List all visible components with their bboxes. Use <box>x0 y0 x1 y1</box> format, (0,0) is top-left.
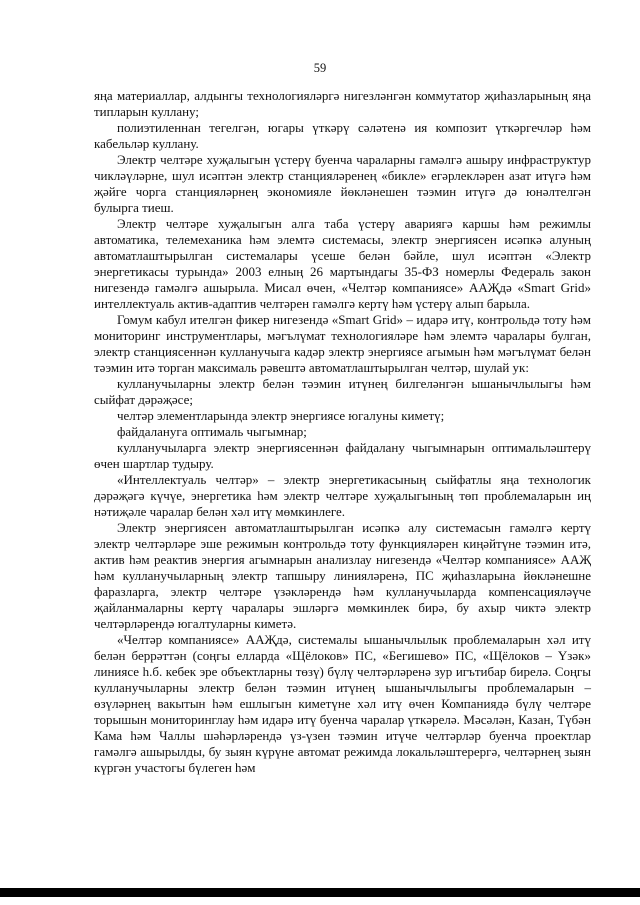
paragraph: Гомум кабул ителгән фикер нигезендә «Smart Grid» – идарә итү, контрольдә тоту һәм мониторинг инструментлары, мәгълүмат технологияләре һәм элемтә чаралары булган, электр станциясеннән кулланучыга кадәр электр энергиясе агымын һәм мәгълүмат белән тәэмин итә торган максималь рәвештә автоматлаштырылган челтәр, шулай ук: <box>94 312 591 375</box>
list-item: файдалануга оптималь чыгымнар; <box>117 424 307 439</box>
body-text <box>94 88 591 776</box>
list-item: челтәр элементларында электр энергиясе югалуны киметү; <box>117 408 445 423</box>
list-item: кулланучыларны электр белән тәэмин итүнең билгеләнгән ышанычлылыгы һәм сыйфат дәрәҗәсе; <box>94 376 591 407</box>
paragraph: Электр челтәре хуҗалыгын алга таба үстерү авариягә каршы һәм режимлы автоматика, телемеханика һәм элемтә системасы, электр энергиясен исәпкә алуның автоматлаштырылган системалары үсеше белән бәйле, шул исәптән «Электр энергетикасы турында» 2003 елның 26 мартындагы 35-ФЗ номерлы Федераль закон нигезендә гамәлгә ашырыла. Мисал өчен, «Челтәр компаниясе» ААҖдә «Smart Grid» интеллектуаль актив-адаптив челтәрен гамәлгә кертү һәм үстерү алып барыла. <box>94 216 591 311</box>
paragraph: «Челтәр компаниясе» ААҖдә, системалы ышанычлылык проблемаларын хәл итү белән беррәттән (соңгы елларда «Щёлоков» ПС, «Бегишево» ПС, «Щёлоков – Үзәк» линиясе һ.б. кебек эре объектларны төзү) бүлү челтәрләренә зур игътибар бирелә. Соңгы кулланучыларны электр белән тәэмин итүнең ышанычлылыгы проблемаларын – өзүләрнең вакытын һәм ешлыгын киметүне хәл итү өчен Компаниядә бүлү челтәре торышын мониторинглау һәм идарә итү буенча чаралар үткәрелә. Мәсәлән, Казан, Түбән Кама һәм Чаллы шәһәрләрендә үз-үзен тәэмин итүче челтәрләр буенча проектлар гамәлгә ашырылды, бу зыян күрүне автомат режимда локальләштерергә, челтәрнең зыян күргән участогы бүлеген һәм <box>94 632 591 775</box>
paragraph: полиэтиленнан тегелгән, югары үткәрү сәләтенә ия композит үткәргечләр һәм кабельләр куллану. <box>94 120 591 151</box>
paragraph: яңа материаллар, алдынгы технологияләргә нигезләнгән коммутатор җиһазларының яңа типларын куллану; <box>94 88 591 119</box>
scan-border-bar <box>0 888 640 897</box>
list-item: кулланучыларга электр энергиясеннән файдалану чыгымнарын оптимальләштерү өчен шартлар тудыру. <box>94 440 591 471</box>
paragraph: Электр энергиясен автоматлаштырылган исәпкә алу системасын гамәлгә кертү электр челтәрләре эше режимын контрольдә тоту функцияләрен киңәйтүне тәэмин итә, актив һәм реактив энергия агымнарын анализлау нигезендә «Челтәр компаниясе» ААҖ һәм кулланучыларның электр тапшыру линияләренә, ПС җиһазларына йөкләнешне фаразларга, электр челтәре үзәкләрендә һәм кулланучыларда компенсацияләүче җайланмаларны кертү чаралары эшләргә мөмкинлек бирә, бу ахыр чиктә электр челтәрләрендә югалтуларны киметә. <box>94 520 591 631</box>
paragraph: Электр челтәре хуҗалыгын үстерү буенча чараларны гамәлгә ашыру инфраструктур чикләүләрне, шул исәптән электр станцияләренең «бикле» егәрлекләрен азат итүгә һәм җәйге чорга станцияләрнең экономияле йөкләнешен тәэмин итүгә дә юнәлтелгән булырга тиеш. <box>94 152 591 215</box>
paragraph: «Интеллектуаль челтәр» – электр энергетикасының сыйфатлы яңа технологик дәрәҗәгә күчүе, энергетика һәм электр челтәре хуҗалыгының төп проблемаларын иң нәтиҗәле чаралар белән хәл итү мөмкинлеге. <box>94 472 591 519</box>
page-number: 59 <box>313 61 327 75</box>
